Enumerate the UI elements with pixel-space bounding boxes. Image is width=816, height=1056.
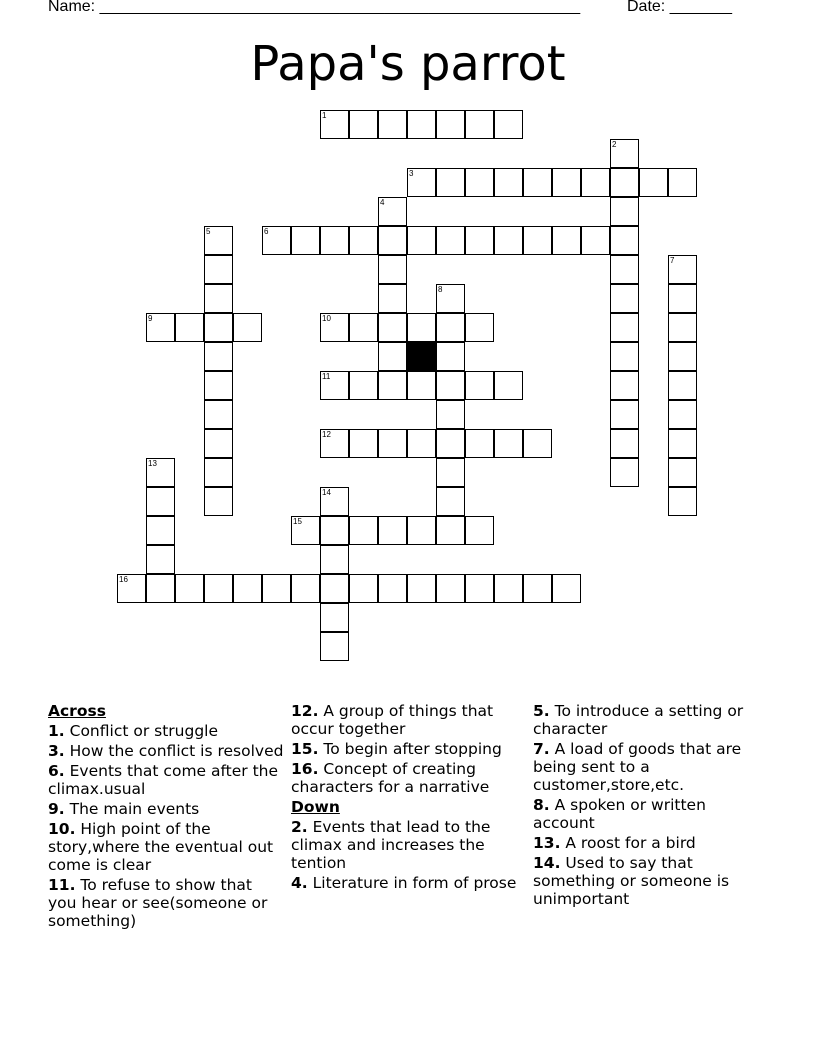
crossword-cell[interactable] <box>349 516 378 545</box>
crossword-cell[interactable] <box>378 255 407 284</box>
clue-number: 5 <box>206 227 211 236</box>
crossword-cell[interactable] <box>494 574 523 603</box>
crossword-cell[interactable] <box>204 313 233 342</box>
crossword-cell[interactable] <box>494 168 523 197</box>
crossword-cell[interactable] <box>465 429 494 458</box>
crossword-cell[interactable] <box>204 371 233 400</box>
clue-down-4: 4. Literature in form of prose <box>291 874 517 892</box>
crossword-cell[interactable] <box>378 429 407 458</box>
clue-down-7: 7. A load of goods that are being sent to a customer,store,etc. <box>533 740 742 794</box>
crossword-cell[interactable] <box>378 371 407 400</box>
crossword-cell[interactable] <box>146 574 175 603</box>
crossword-cell[interactable] <box>233 574 262 603</box>
crossword-cell[interactable] <box>610 284 639 313</box>
crossword-cell[interactable] <box>378 313 407 342</box>
clue-number: 13 <box>148 459 157 468</box>
crossword-cell[interactable] <box>378 574 407 603</box>
clue-down-13: 13. A roost for a bird <box>533 834 696 852</box>
crossword-cell[interactable] <box>320 603 349 632</box>
crossword-cell[interactable] <box>610 255 639 284</box>
crossword-cell[interactable] <box>320 110 349 139</box>
crossword-cell[interactable] <box>204 400 233 429</box>
clue-across-15: 15. To begin after stopping <box>291 740 502 758</box>
clues-column-1 <box>48 702 284 932</box>
crossword-cell[interactable] <box>436 574 465 603</box>
clue-number: 12 <box>322 430 331 439</box>
crossword-cell[interactable] <box>668 371 697 400</box>
crossword-cell[interactable] <box>668 284 697 313</box>
crossword-cell[interactable] <box>320 545 349 574</box>
page-title: Papa's parrot <box>250 36 566 92</box>
crossword-cell[interactable] <box>204 284 233 313</box>
crossword-cell[interactable] <box>204 226 233 255</box>
crossword-cell[interactable] <box>146 545 175 574</box>
crossword-cell[interactable] <box>407 168 436 197</box>
crossword-cell[interactable] <box>610 400 639 429</box>
crossword-cell[interactable] <box>494 226 523 255</box>
crossword-cell[interactable] <box>291 226 320 255</box>
crossword-cell[interactable] <box>175 574 204 603</box>
crossword-cell[interactable] <box>146 313 175 342</box>
crossword-cell[interactable] <box>610 139 639 168</box>
across-heading: Across <box>48 702 106 720</box>
crossword-cell[interactable] <box>378 342 407 371</box>
clue-across-3: 3. How the conflict is resolved <box>48 742 284 760</box>
crossword-cell[interactable] <box>465 110 494 139</box>
crossword-cell[interactable] <box>436 371 465 400</box>
crossword-cell[interactable] <box>668 313 697 342</box>
black-cell <box>407 342 436 371</box>
crossword-cell[interactable] <box>494 371 523 400</box>
crossword-cell[interactable] <box>436 400 465 429</box>
date-field: Date: _______ <box>627 0 732 15</box>
clue-down-2: 2. Events that lead to the climax and increases the tention <box>291 818 491 872</box>
clue-across-1: 1. Conflict or struggle <box>48 722 219 740</box>
crossword-cell[interactable] <box>320 487 349 516</box>
down-heading: Down <box>291 798 340 816</box>
crossword-cell[interactable] <box>349 110 378 139</box>
crossword-cell[interactable] <box>407 226 436 255</box>
crossword-cell[interactable] <box>552 574 581 603</box>
crossword-cell[interactable] <box>436 516 465 545</box>
crossword-cell[interactable] <box>378 516 407 545</box>
crossword-cell[interactable] <box>204 458 233 487</box>
crossword-cell[interactable] <box>320 429 349 458</box>
crossword-cell[interactable] <box>523 574 552 603</box>
crossword-cell[interactable] <box>291 574 320 603</box>
crossword-cell[interactable] <box>262 226 291 255</box>
crossword-cell[interactable] <box>465 371 494 400</box>
crossword-cell[interactable] <box>581 226 610 255</box>
clue-across-6: 6. Events that come after the climax.usual <box>48 762 279 798</box>
crossword-cell[interactable] <box>610 313 639 342</box>
crossword-cell[interactable] <box>610 197 639 226</box>
crossword-cell[interactable] <box>320 632 349 661</box>
clue-number: 1 <box>322 111 327 120</box>
crossword-cell[interactable] <box>668 168 697 197</box>
crossword-cell[interactable] <box>668 458 697 487</box>
crossword-cell[interactable] <box>436 226 465 255</box>
crossword-cell[interactable] <box>436 429 465 458</box>
crossword-cell[interactable] <box>436 458 465 487</box>
clue-number: 4 <box>380 198 385 207</box>
crossword-cell[interactable] <box>378 197 407 226</box>
crossword-cell[interactable] <box>436 342 465 371</box>
crossword-cell[interactable] <box>494 429 523 458</box>
crossword-cell[interactable] <box>320 516 349 545</box>
crossword-cell[interactable] <box>204 574 233 603</box>
clue-down-5: 5. To introduce a setting or character <box>533 702 744 738</box>
clue-number: 3 <box>409 169 414 178</box>
crossword-cell[interactable] <box>668 487 697 516</box>
crossword-cell[interactable] <box>146 516 175 545</box>
clue-across-11: 11. To refuse to show that you hear or see(someone or something) <box>48 876 268 930</box>
crossword-cell[interactable] <box>378 284 407 313</box>
clue-number: 14 <box>322 488 331 497</box>
name-field: Name: ______________________________________________________ <box>48 0 581 15</box>
crossword-cell[interactable] <box>465 313 494 342</box>
clue-number: 2 <box>612 140 617 149</box>
crossword-cell[interactable] <box>349 313 378 342</box>
clue-number: 16 <box>119 575 128 584</box>
crossword-cell[interactable] <box>349 574 378 603</box>
crossword-cell[interactable] <box>407 110 436 139</box>
clue-across-9: 9. The main events <box>48 800 200 818</box>
crossword-cell[interactable] <box>378 110 407 139</box>
crossword-cell[interactable] <box>610 429 639 458</box>
crossword-cell[interactable] <box>378 226 407 255</box>
crossword-cell[interactable] <box>668 400 697 429</box>
crossword-cell[interactable] <box>175 313 204 342</box>
crossword-cell[interactable] <box>407 429 436 458</box>
clue-down-14: 14. Used to say that something or someone is unimportant <box>533 854 730 908</box>
clue-number: 7 <box>670 256 675 265</box>
crossword-cell[interactable] <box>465 168 494 197</box>
clue-across-12: 12. A group of things that occur together <box>291 702 494 738</box>
crossword-cell[interactable] <box>610 226 639 255</box>
crossword-cell[interactable] <box>291 516 320 545</box>
crossword-cell[interactable] <box>204 342 233 371</box>
crossword-cell[interactable] <box>436 487 465 516</box>
crossword-cell[interactable] <box>146 458 175 487</box>
crossword-cell[interactable] <box>204 429 233 458</box>
clue-number: 6 <box>264 227 269 236</box>
clue-number: 9 <box>148 314 153 323</box>
crossword-cell[interactable] <box>639 168 668 197</box>
crossword-cell[interactable] <box>494 110 523 139</box>
clue-number: 10 <box>322 314 331 323</box>
crossword-cell[interactable] <box>146 487 175 516</box>
crossword-cell[interactable] <box>581 168 610 197</box>
crossword-cell[interactable] <box>436 168 465 197</box>
crossword-cell[interactable] <box>262 574 291 603</box>
clue-number: 15 <box>293 517 302 526</box>
crossword-cell[interactable] <box>349 429 378 458</box>
crossword-cell[interactable] <box>523 429 552 458</box>
crossword-cell[interactable] <box>117 574 146 603</box>
crossword-cell[interactable] <box>552 226 581 255</box>
crossword-cell[interactable] <box>204 487 233 516</box>
crossword-cell[interactable] <box>204 255 233 284</box>
clues-column-3 <box>533 702 769 910</box>
crossword-cell[interactable] <box>610 342 639 371</box>
crossword-cell[interactable] <box>349 371 378 400</box>
crossword-cell[interactable] <box>436 284 465 313</box>
crossword-cell[interactable] <box>320 574 349 603</box>
crossword-cell[interactable] <box>320 226 349 255</box>
crossword-cell[interactable] <box>610 371 639 400</box>
crossword-cell[interactable] <box>610 458 639 487</box>
crossword-cell[interactable] <box>349 226 378 255</box>
crossword-cell[interactable] <box>407 313 436 342</box>
crossword-cell[interactable] <box>668 255 697 284</box>
crossword-cell[interactable] <box>523 226 552 255</box>
crossword-cell[interactable] <box>233 313 262 342</box>
clues-column-2 <box>291 702 527 894</box>
clue-across-16: 16. Concept of creating characters for a narrative <box>291 760 490 796</box>
clue-number: 11 <box>322 372 331 381</box>
crossword-cell[interactable] <box>668 429 697 458</box>
crossword-cell[interactable] <box>407 371 436 400</box>
clue-number: 8 <box>438 285 443 294</box>
crossword-cell[interactable] <box>436 313 465 342</box>
crossword-cell[interactable] <box>523 168 552 197</box>
clue-down-8: 8. A spoken or written account <box>533 796 706 832</box>
crossword-cell[interactable] <box>320 313 349 342</box>
clue-across-10: 10. High point of the story,where the eventual out come is clear <box>48 820 274 874</box>
crossword-cell[interactable] <box>320 371 349 400</box>
crossword-cell[interactable] <box>465 516 494 545</box>
crossword-cell[interactable] <box>552 168 581 197</box>
crossword-cell[interactable] <box>407 516 436 545</box>
crossword-cell[interactable] <box>610 168 639 197</box>
crossword-cell[interactable] <box>465 226 494 255</box>
crossword-cell[interactable] <box>465 574 494 603</box>
crossword-cell[interactable] <box>668 342 697 371</box>
crossword-cell[interactable] <box>436 110 465 139</box>
crossword-cell[interactable] <box>407 574 436 603</box>
